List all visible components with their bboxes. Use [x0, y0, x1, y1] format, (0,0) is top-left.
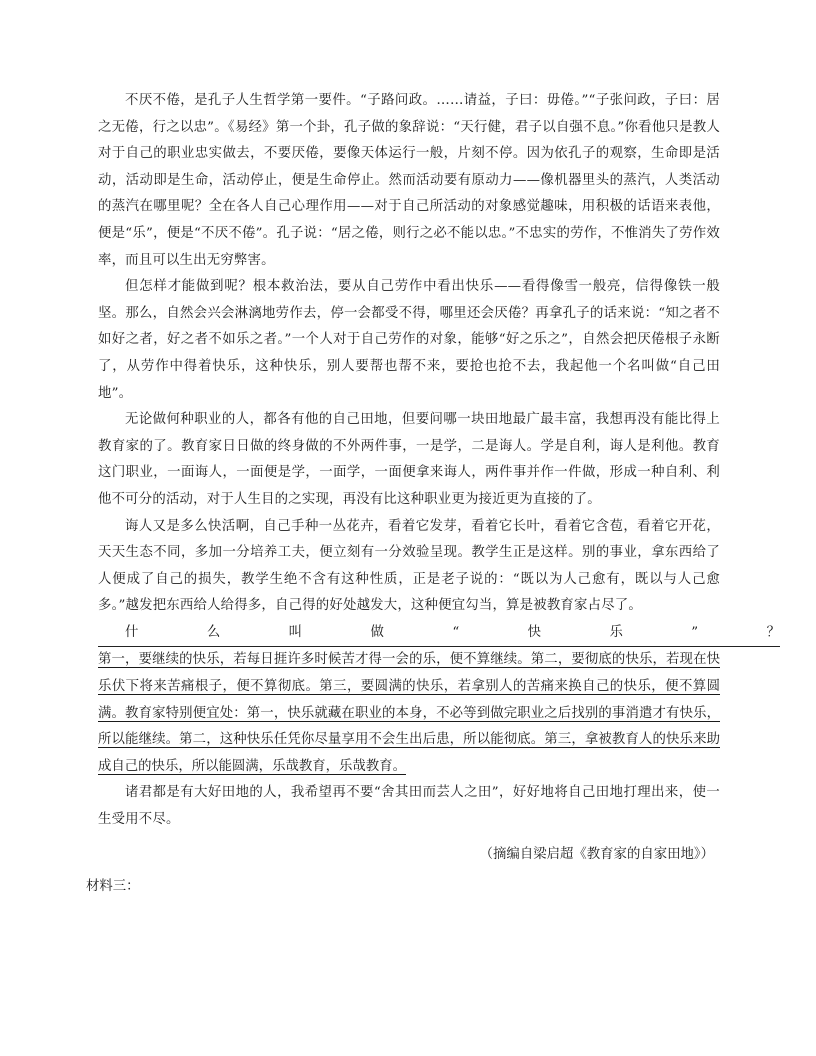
question-line: [98, 620, 780, 648]
question-char: 叫: [288, 624, 303, 640]
source-citation: （摘编自梁启超《教育家的自家田地》）: [479, 846, 714, 862]
question-char: ？: [766, 624, 780, 640]
question-char: “: [452, 624, 460, 640]
underlined-paragraph: [98, 647, 720, 780]
paragraph-6: 诸君都是有大好田地的人，我希望再不要“舍其田而芸人之田”，好好地将自己田地打理出来，使一生受用不尽。: [98, 785, 720, 828]
question-char: 乐: [609, 624, 623, 640]
question-char: 么: [206, 624, 221, 640]
document-body: [86, 88, 780, 900]
material-label: 材料三：: [86, 878, 140, 894]
paragraph-3: 无论做何种职业的人，都各有他的自己田地，但要问哪一块田地最广最丰富，我想再没有能比得上教育家的了。教育家日日做的终身做的不外两件事，一是学，二是诲人。学是自利，诲人是利他。教育这门职业，一面诲人，一面便是学，一面学，一面便拿来诲人，两件事并作一件做，形成一种自利、利他不可分的活动，对于人生目的之实现，再没有比这种职业更为接近更为直接的了。: [98, 412, 720, 507]
question-char: 做: [370, 624, 384, 640]
question-char: 什: [125, 624, 139, 640]
underlined-text: 第一，要继续的快乐，若每日捱许多时候苦才得一会的乐，便不算继续。第二，要彻底的快乐，若现在快乐伏下将来苦痛根子，便不算彻底。第三，要圆满的快乐，若拿别人的苦痛来换自己的快乐，便不算圆满。教育家特别便宜处：第一，快乐就藏在职业的本身，不必等到做完职业之后找别的事消遣才有快乐，所以能继续。第二，这种快乐任凭你尽量享用不会生出后患，所以能彻底。第三，拿被教育人的快乐来助成自己的快乐，所以能圆满，乐哉教育，乐哉教育。: [98, 652, 720, 774]
paragraph-4: 诲人又是多么快活啊，自己手种一丛花卉，看着它发芽，看着它长叶，看着它含苞，看着它开花，天天生态不同，多加一分培养工夫，便立刻有一分效验呈现。教学生正是这样。别的事业，拿东西给了人便成了自己的损失，教学生绝不含有这种性质，正是老子说的：“既以为人己愈有，既以与人己愈多。”越发把东西给人给得多，自己得的好处越发大，这种便宜勾当，算是被教育家占尽了。: [98, 518, 720, 614]
paragraph-2: 但怎样才能做到呢？根本救治法，要从自己劳作中看出快乐——看得像雪一般亮，信得像铁一般坚。那么，自然会兴会淋漓地劳作去，停一会都受不得，哪里还会厌倦？再拿孔子的话来说：“知之者不如好之者，好之者不如乐之者。”一个人对于自己劳作的对象，能够“好之乐之”，自然会把厌倦根子永断了，从劳作中得着快乐，这种快乐，别人要帮也帮不来，要抢也抢不去，我起他一个名叫做“自己田地”。: [98, 279, 720, 401]
question-char: ”: [691, 624, 699, 640]
paragraph-1: 不厌不倦，是孔子人生哲学第一要件。“子路问政。……请益，子曰：毋倦。”“子张问政，子曰：居之无倦，行之以忠”。《易经》第一个卦，孔子做的象辞说：“天行健，君子以自强不息。”你看他只是教人对于自己的职业忠实做去，不要厌倦，要像天体运行一般，片刻不停。因为依孔子的观察，生命即是活动，活动即是生命，活动停止，便是生命停止。然而活动要有原动力——像机器里头的蒸汽，人类活动的蒸汽在哪里呢？全在各人自己心理作用——对于自己所活动的对象感觉趣味，用积极的话语来表他，便是“乐”，便是“不厌不倦”。孔子说：“居之倦，则行之必不能以忠。”不忠实的劳作，不惟消失了劳作效率，而且可以生出无穷弊害。: [98, 93, 720, 268]
question-char: 快: [527, 624, 541, 640]
